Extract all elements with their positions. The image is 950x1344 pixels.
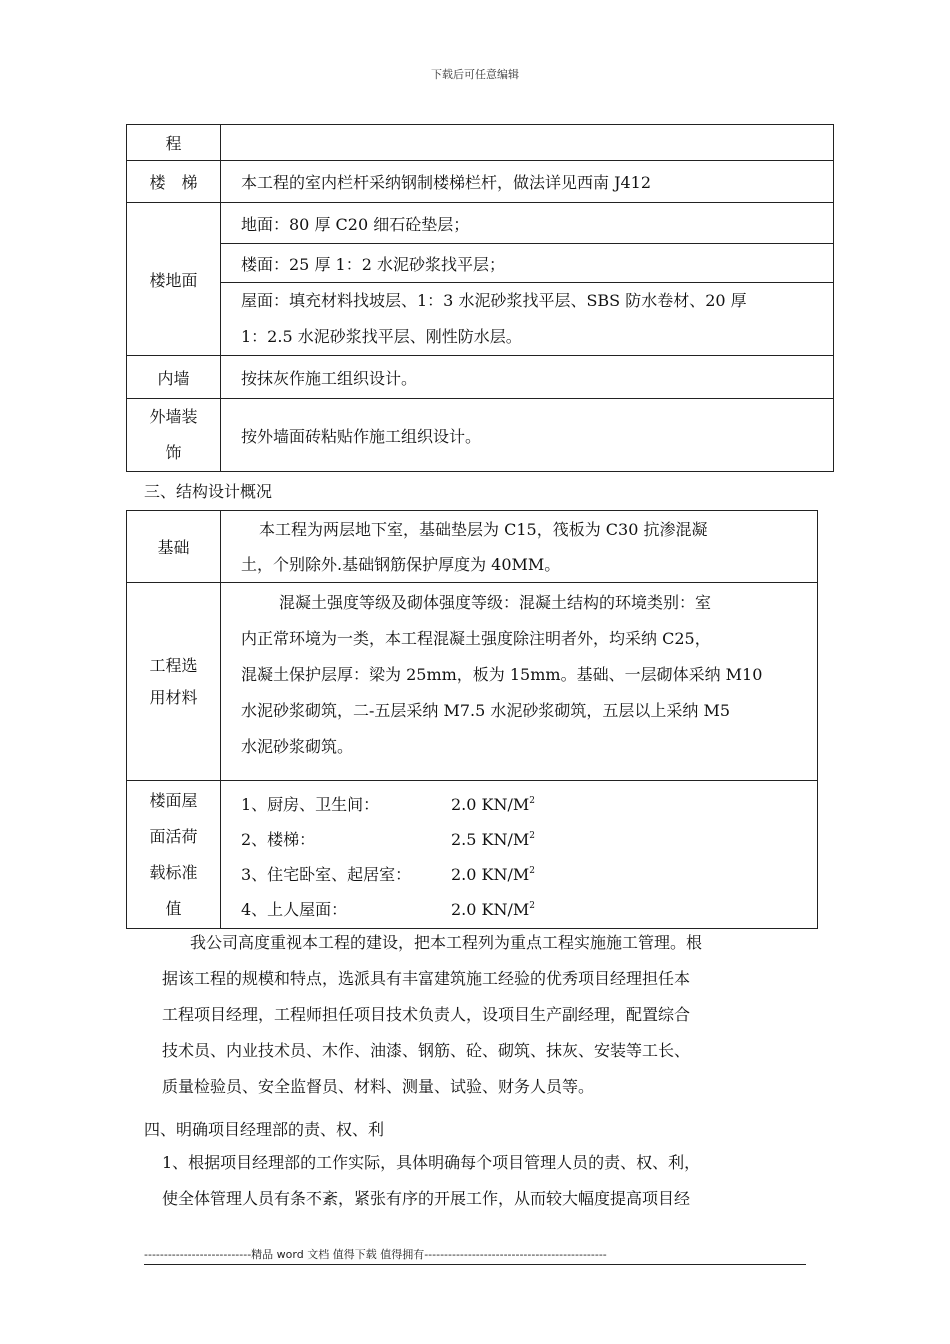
section-4-heading: 四、明确项目经理部的责、权、利 [144, 1120, 385, 1139]
row-label: 楼 梯 [127, 161, 221, 203]
table-row [127, 511, 818, 583]
row-label [127, 781, 221, 929]
load-item [241, 854, 817, 889]
label-line: 外墙装 [149, 407, 198, 426]
load-name: 1、厨房、卫生间： [241, 795, 380, 814]
load-exponent: 2 [529, 901, 535, 911]
paragraph-line: 据该工程的规模和特点，选派具有丰富建筑施工经验的优秀项目经理担任本 [162, 969, 691, 988]
section-3-heading: 三、结构设计概况 [144, 482, 273, 501]
table-row [127, 203, 834, 244]
text-line: 水泥砂浆砌筑。 [241, 737, 354, 756]
load-item [241, 889, 817, 924]
row-content [221, 283, 834, 356]
row-content [221, 511, 818, 583]
row-content: 按外墙面砖粘贴作施工组织设计。 [221, 399, 834, 472]
row-content: 本工程的室内栏杆采纳钢制楼梯栏杆，做法详见西南 J412 [221, 161, 834, 203]
load-value: 2.0 KN/M [451, 900, 530, 919]
row-content: 楼面：25 厚 1：2 水泥砂浆找平层； [221, 244, 834, 283]
load-value: 2.5 KN/M [451, 830, 530, 849]
paragraph-line: 质量检验员、安全监督员、材料、测量、试验、财务人员等。 [162, 1077, 595, 1096]
text-line: 屋面：填充材料找坡层、1：3 水泥砂浆找平层、SBS 防水卷材、20 厚 [241, 291, 747, 310]
structure-table [126, 510, 818, 929]
table-row [127, 781, 818, 929]
text-line: 混凝土保护层厚：梁为 25mm，板为 15mm。基础、一层砌体采纳 M10 [241, 665, 763, 684]
text-line: 混凝土强度等级及砌体强度等级：混凝土结构的环境类别：室 [279, 593, 712, 612]
row-label [127, 399, 221, 472]
text-line: 本工程为两层地下室，基础垫层为 C15，筏板为 C30 抗渗混凝 [259, 519, 708, 539]
body-paragraph [162, 925, 702, 1105]
footer-divider [144, 1264, 806, 1265]
text-line: 水泥砂浆砌筑，二-五层采纳 M7.5 水泥砂浆砌筑，五层以上采纳 M5 [241, 701, 731, 720]
paragraph-line: 技术员、内业技术员、木作、油漆、钢筋、砼、砌筑、抹灰、安装等工长、 [162, 1041, 691, 1060]
load-value: 2.0 KN/M [451, 865, 530, 884]
label-line: 用材料 [149, 687, 198, 707]
paragraph-line: 1、根据项目经理部的工作实际，具体明确每个项目管理人员的责、权、利， [162, 1153, 701, 1172]
load-exponent: 2 [529, 831, 535, 841]
paragraph-line: 工程项目经理，工程师担任项目技术负责人，设项目生产副经理，配置综合 [162, 1005, 691, 1024]
load-name: 2、楼梯： [241, 830, 316, 849]
load-value: 2.0 KN/M [451, 795, 530, 814]
section-4-paragraph [162, 1145, 700, 1217]
row-label: 基础 [127, 511, 221, 583]
table-row [127, 244, 834, 283]
row-content: 按抹灰作施工组织设计。 [221, 356, 834, 399]
row-label [127, 583, 221, 781]
table-row [127, 161, 834, 203]
label-line: 工程选 [149, 655, 198, 675]
label-line: 值 [165, 898, 182, 918]
row-label: 楼地面 [127, 203, 221, 356]
table-row [127, 583, 818, 781]
row-content [221, 125, 834, 161]
paragraph-line: 我公司高度重视本工程的建设，把本工程列为重点工程实施施工管理。根 [190, 933, 703, 952]
row-content [221, 781, 818, 929]
label-line: 面活荷 [149, 826, 198, 846]
header-note: 下载后可任意编辑 [431, 68, 519, 81]
footer-note: ---------------------------精品 word 文档 值得下载 值得拥有---------------------------------------------- [144, 1248, 607, 1261]
text-line: 土，个别除外.基础钢筋保护厚度为 40MM。 [241, 554, 561, 574]
label-line: 饰 [165, 443, 182, 462]
load-item [241, 819, 817, 854]
load-name: 3、住宅卧室、起居室： [241, 865, 412, 884]
text-line: 内正常环境为一类，本工程混凝土强度除注明者外，均采纳 C25， [241, 629, 711, 648]
paragraph-line: 使全体管理人员有条不紊，紧张有序的开展工作，从而较大幅度提高项目经 [162, 1189, 691, 1208]
table-row [127, 283, 834, 356]
load-exponent: 2 [529, 866, 535, 876]
row-label: 程 [127, 125, 221, 161]
load-name: 4、上人屋面： [241, 900, 348, 919]
architecture-table [126, 124, 834, 472]
table-row [127, 125, 834, 161]
row-content [221, 583, 818, 781]
load-item [241, 784, 817, 819]
text-line: 1：2.5 水泥砂浆找平层、刚性防水层。 [241, 327, 522, 346]
label-line: 楼面屋 [149, 790, 198, 810]
row-label: 内墙 [127, 356, 221, 399]
table-row [127, 356, 834, 399]
label-line: 载标准 [149, 862, 198, 882]
load-exponent: 2 [529, 796, 535, 806]
table-row [127, 399, 834, 472]
row-content: 地面：80 厚 C20 细石砼垫层； [221, 203, 834, 244]
